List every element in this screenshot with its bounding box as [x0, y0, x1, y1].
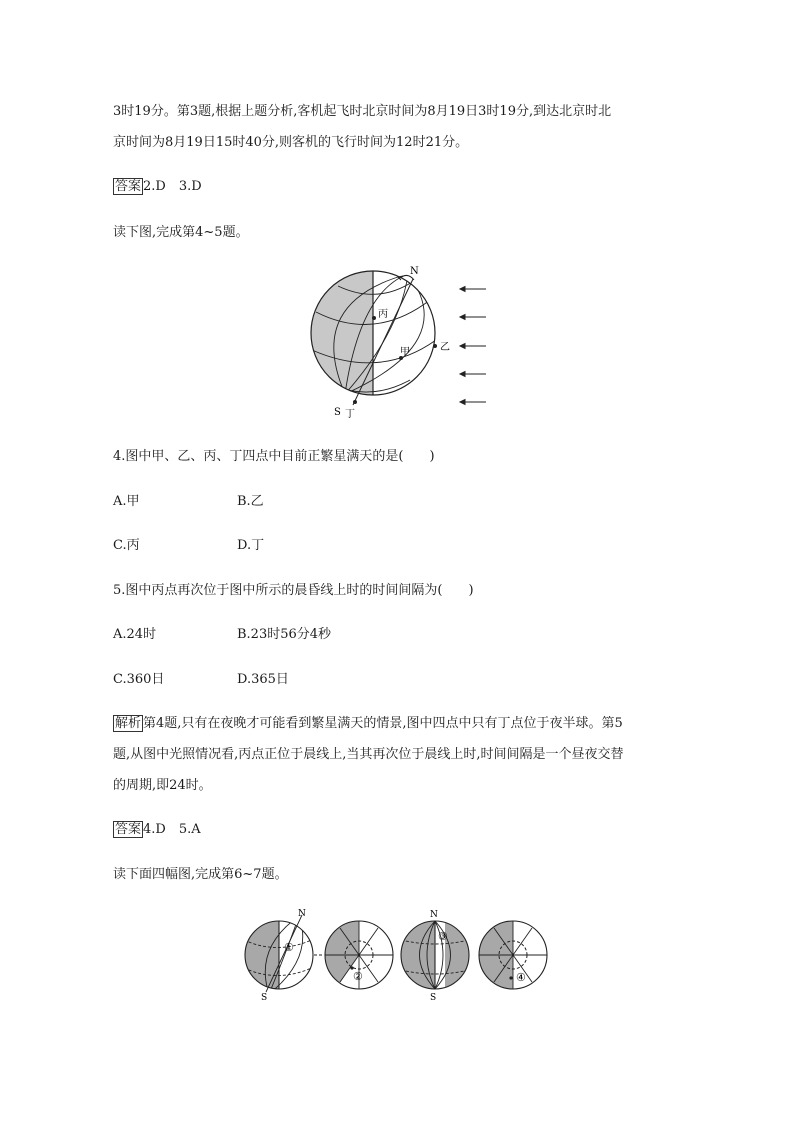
south-label: S	[334, 407, 341, 418]
south-label-1: S	[261, 993, 268, 1003]
point-bing	[372, 316, 376, 320]
intro-4-5: 读下图,完成第4~5题。	[113, 225, 249, 240]
analysis-prev-line2: 京时间为8月19日15时40分,则客机的飞行时间为12时21分。	[113, 135, 469, 150]
point-yi	[433, 344, 437, 348]
q5-option-a[interactable]: A.24时	[113, 627, 157, 642]
analysis-text-1: 第4题,只有在夜晚才可能看到繁星满天的情景,图中四点中只有丁点位于夜半球。第5	[143, 716, 623, 731]
q4-stem: 4.图中甲、乙、丙、丁四点中目前正繁星满天的是( )	[113, 449, 435, 464]
label-bing: 丙	[378, 309, 388, 320]
globe-3-small	[401, 908, 469, 1003]
q4-option-a[interactable]: A.甲	[113, 494, 140, 509]
south-label-3: S	[430, 993, 437, 1003]
intro-6-7: 读下面四幅图,完成第6~7题。	[113, 867, 288, 882]
marker-3: ③	[438, 930, 448, 943]
marker-2: ②	[353, 970, 363, 983]
q5-option-b[interactable]: B.23时56分4秒	[237, 627, 332, 642]
analysis-tag: 解析	[115, 716, 142, 731]
globe-1	[300, 262, 450, 420]
marker-4: ④	[516, 971, 526, 984]
q4-option-c[interactable]: C.丙	[113, 538, 140, 553]
sunlight-arrows	[460, 287, 486, 405]
label-ding: 丁	[345, 409, 355, 420]
answer-tag: 答案	[115, 179, 142, 194]
label-yi: 乙	[440, 342, 450, 353]
label-jia: 甲	[400, 347, 410, 358]
globe-1-small	[244, 908, 322, 1003]
globe-2-small	[325, 921, 393, 989]
answer-text-2: 4.D 5.A	[143, 822, 201, 837]
answer-tag-2: 答案	[115, 822, 142, 837]
point-ding	[353, 400, 357, 404]
globe-4-small	[479, 921, 547, 989]
north-label-3: N	[430, 910, 438, 920]
answer-block-2	[113, 822, 201, 838]
marker-1: ①	[284, 941, 294, 954]
north-label: N	[410, 266, 419, 277]
q4-option-b[interactable]: B.乙	[237, 494, 264, 509]
globe-figure-1	[300, 262, 500, 422]
analysis-line2: 题,从图中光照情况看,丙点正位于晨线上,当其再次位于晨线上时,时间间隔是一个昼夜交替	[113, 747, 624, 762]
globe-figure-2	[244, 908, 554, 1003]
analysis-prev-line1: 3时19分。第3题,根据上题分析,客机起飞时北京时间为8月19日3时19分,到达北京时北	[113, 104, 612, 119]
north-label-1: N	[298, 909, 306, 919]
analysis-line3: 的周期,即24时。	[113, 778, 212, 793]
answer-text: 2.D 3.D	[143, 179, 202, 194]
q5-stem: 5.图中丙点再次位于图中所示的晨昏线上时的时间间隔为( )	[113, 583, 474, 598]
q5-option-c[interactable]: C.360日	[113, 672, 165, 687]
q4-option-d[interactable]: D.丁	[237, 538, 265, 553]
analysis-line1	[113, 716, 623, 732]
answer-block-1	[113, 179, 202, 195]
q5-option-d[interactable]: D.365日	[237, 672, 289, 687]
